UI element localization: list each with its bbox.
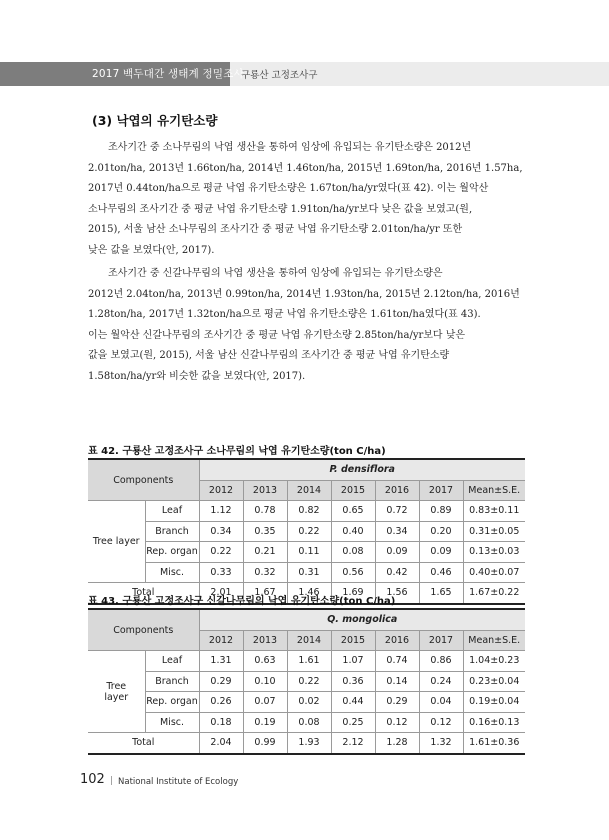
table-row	[88, 521, 525, 542]
cell: 0.23±0.04	[463, 671, 525, 692]
cell: 1.31	[199, 651, 243, 672]
cell: 0.34	[375, 521, 419, 542]
cell: 2.04	[199, 733, 243, 754]
row-label: Leaf	[145, 651, 199, 672]
table42-caption: 표 42. 구룡산 고정조사구 소나무림의 낙엽 유기탄소량(ton C/ha)	[88, 446, 386, 457]
cell: 2.01	[199, 583, 243, 604]
cell: 0.89	[419, 501, 463, 522]
cell: 1.12	[199, 501, 243, 522]
cell: 0.08	[331, 542, 375, 563]
cell: 2.12	[331, 733, 375, 754]
cell: 0.31	[287, 562, 331, 583]
paragraph-line: 2.01ton/ha, 2013년 1.66ton/ha, 2014년 1.46ton/ha, 2015년 1.69ton/ha, 2016년 1.57ha,	[88, 162, 523, 174]
year-header: 2015	[331, 480, 375, 501]
cell: 0.56	[331, 562, 375, 583]
table-row	[88, 501, 525, 522]
cell: 0.46	[419, 562, 463, 583]
species-header: Q. mongolica	[199, 609, 525, 630]
cell: 0.33	[199, 562, 243, 583]
table43	[88, 608, 525, 755]
group-label: Tree layer	[88, 501, 145, 583]
cell: 0.82	[287, 501, 331, 522]
cell: 0.40±0.07	[463, 562, 525, 583]
cell: 0.24	[419, 671, 463, 692]
cell: 0.20	[419, 521, 463, 542]
cell: 0.34	[199, 521, 243, 542]
cell: 1.32	[419, 733, 463, 754]
top-margin	[0, 0, 609, 52]
cell: 0.22	[287, 521, 331, 542]
cell: 1.46	[287, 583, 331, 604]
cell: 0.32	[243, 562, 287, 583]
cell: 0.31±0.05	[463, 521, 525, 542]
paragraph-line: 조사기간 중 소나무림의 낙엽 생산을 통하여 임상에 유입되는 유기탄소량은 2012년	[108, 142, 472, 153]
cell: 0.19±0.04	[463, 692, 525, 713]
cell: 0.08	[287, 712, 331, 733]
mean-header: Mean±S.E.	[463, 480, 525, 501]
footer-publisher: National Institute of Ecology	[118, 777, 239, 787]
cell: 0.86	[419, 651, 463, 672]
cell: 0.99	[243, 733, 287, 754]
paragraph-line: 조사기간 중 신갈나무림의 낙엽 생산을 통하여 임상에 유입되는 유기탄소량은	[108, 268, 443, 279]
year-header: 2017	[419, 480, 463, 501]
cell: 0.22	[287, 671, 331, 692]
cell: 1.07	[331, 651, 375, 672]
total-label: Total	[88, 733, 199, 754]
table43-caption: 표 43. 구룡산 고정조사구 신갈나무림의 낙엽 유기탄소량(ton C/ha)	[88, 596, 396, 607]
paragraph-line: 2017년 0.44ton/ha으로 평균 낙엽 유기탄소량은 1.67ton/ha/yr였다(표 42). 이는 월악산	[88, 183, 489, 194]
year-header: 2012	[199, 630, 243, 651]
cell: 0.13±0.03	[463, 542, 525, 563]
cell: 1.61±0.36	[463, 733, 525, 754]
paragraph-line: 값을 보였고(원, 2015), 서울 남산 신갈나무림의 조사기간 중 평균 낙엽 유기탄소량	[88, 350, 450, 361]
cell: 0.65	[331, 501, 375, 522]
running-header-title: 2017 백두대간 생태계 정밀조사	[92, 68, 244, 80]
cell: 0.18	[199, 712, 243, 733]
paragraph-line: 2012년 2.04ton/ha, 2013년 0.99ton/ha, 2014년 1.93ton/ha, 2015년 2.12ton/ha, 2016년	[88, 288, 520, 300]
components-header: Components	[88, 609, 199, 651]
cell: 1.61	[287, 651, 331, 672]
year-header: 2012	[199, 480, 243, 501]
cell: 0.42	[375, 562, 419, 583]
cell: 0.07	[243, 692, 287, 713]
paragraph-line: 이는 월악산 신갈나무림의 조사기간 중 평균 낙엽 유기탄소량 2.85ton/ha/yr보다 낮은	[88, 329, 466, 341]
cell: 0.14	[375, 671, 419, 692]
paragraph-line: 1.58ton/ha/yr와 비슷한 값을 보였다(안, 2017).	[88, 370, 306, 382]
table-row	[88, 562, 525, 583]
table42	[88, 458, 525, 605]
row-label: Rep. organ	[145, 542, 199, 563]
table-row	[88, 692, 525, 713]
cell: 0.78	[243, 501, 287, 522]
group-label-line: layer	[104, 691, 129, 703]
cell: 0.63	[243, 651, 287, 672]
cell: 0.83±0.11	[463, 501, 525, 522]
paragraph-line: 낮은 값을 보였다(안, 2017).	[88, 244, 215, 256]
cell: 0.12	[375, 712, 419, 733]
paragraph-line: 소나무림의 조사기간 중 평균 낙엽 유기탄소량 1.91ton/ha/yr보다 낮은 값을 보였고(원,	[88, 203, 473, 215]
cell: 0.25	[331, 712, 375, 733]
year-header: 2016	[375, 480, 419, 501]
footer-separator: |	[110, 776, 114, 786]
cell: 0.02	[287, 692, 331, 713]
components-header: Components	[88, 459, 199, 501]
year-header: 2014	[287, 630, 331, 651]
paragraph-line: 2015), 서울 남산 소나무림의 조사기간 중 평균 낙엽 유기탄소량 2.01ton/ha/yr 또한	[88, 224, 463, 235]
cell: 0.09	[375, 542, 419, 563]
cell: 0.21	[243, 542, 287, 563]
section-title: (3) 낙엽의 유기탄소량	[92, 113, 218, 128]
cell: 0.72	[375, 501, 419, 522]
cell: 0.36	[331, 671, 375, 692]
year-header: 2014	[287, 480, 331, 501]
year-header: 2013	[243, 480, 287, 501]
group-label-line: Tree	[106, 680, 127, 692]
cell: 1.04±0.23	[463, 651, 525, 672]
row-label: Branch	[145, 521, 199, 542]
table-row	[88, 651, 525, 672]
cell: 0.11	[287, 542, 331, 563]
species-header: P. densiflora	[199, 459, 525, 480]
cell: 0.22	[199, 542, 243, 563]
table-row	[88, 542, 525, 563]
paragraph-line: 1.28ton/ha, 2017년 1.32ton/ha으로 평균 낙엽 유기탄소량은 1.61ton/ha였다(표 43).	[88, 309, 481, 320]
paragraph-pine	[88, 138, 525, 261]
cell: 0.29	[375, 692, 419, 713]
cell: 1.56	[375, 583, 419, 604]
row-label: Misc.	[145, 712, 199, 733]
table-row	[88, 712, 525, 733]
cell: 0.09	[419, 542, 463, 563]
page-number: 102	[80, 772, 105, 787]
year-header: 2013	[243, 630, 287, 651]
cell: 1.28	[375, 733, 419, 754]
cell: 1.69	[331, 583, 375, 604]
cell: 0.35	[243, 521, 287, 542]
total-label: Total	[88, 583, 199, 604]
paragraph-oak	[88, 264, 525, 387]
year-header: 2016	[375, 630, 419, 651]
cell: 0.16±0.13	[463, 712, 525, 733]
cell: 1.65	[419, 583, 463, 604]
row-label: Branch	[145, 671, 199, 692]
cell: 0.10	[243, 671, 287, 692]
group-label	[88, 651, 145, 733]
mean-header: Mean±S.E.	[463, 630, 525, 651]
cell: 1.93	[287, 733, 331, 754]
year-header: 2017	[419, 630, 463, 651]
cell: 0.19	[243, 712, 287, 733]
cell: 0.29	[199, 671, 243, 692]
year-header: 2015	[331, 630, 375, 651]
cell: 0.44	[331, 692, 375, 713]
row-label: Leaf	[145, 501, 199, 522]
table-row	[88, 671, 525, 692]
cell: 0.26	[199, 692, 243, 713]
cell: 1.67±0.22	[463, 583, 525, 604]
running-header-section: 구룡산 고정조사구	[241, 70, 318, 81]
cell: 0.04	[419, 692, 463, 713]
cell: 0.12	[419, 712, 463, 733]
cell: 1.67	[243, 583, 287, 604]
row-label: Misc.	[145, 562, 199, 583]
cell: 0.40	[331, 521, 375, 542]
row-label: Rep. organ	[145, 692, 199, 713]
cell: 0.74	[375, 651, 419, 672]
total-row	[88, 733, 525, 754]
